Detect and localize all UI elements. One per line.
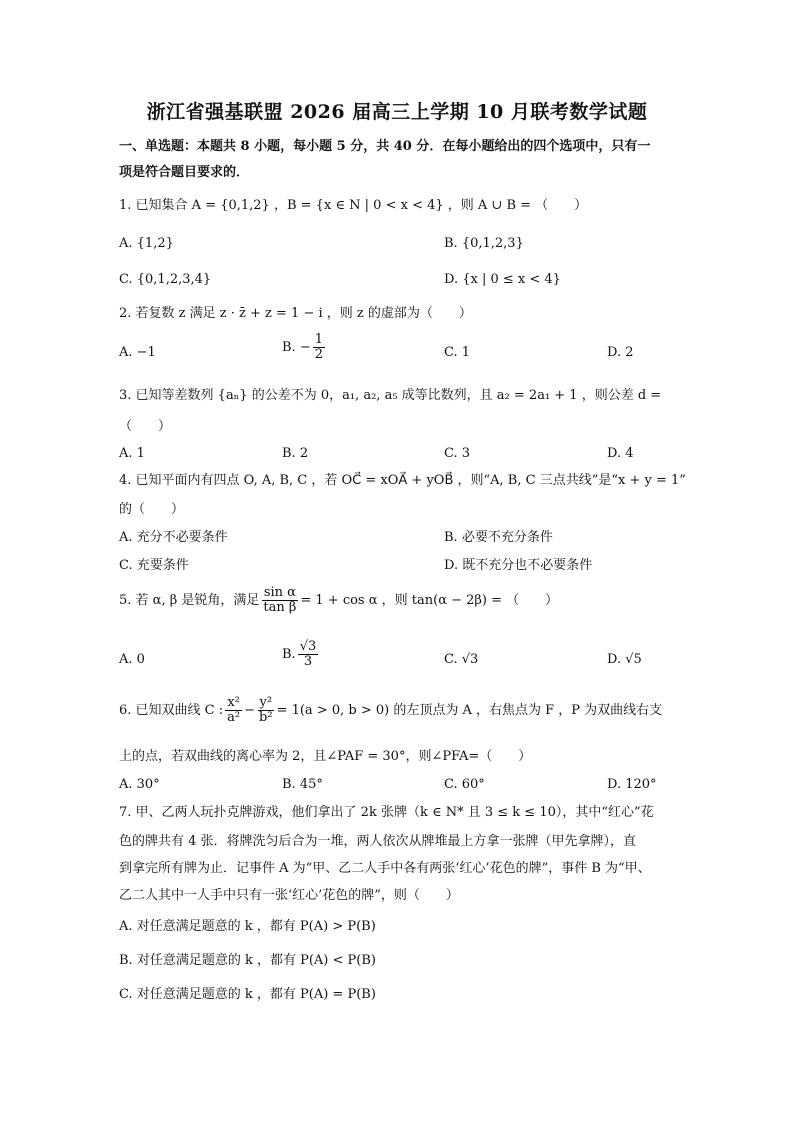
section-instruction-line2: 项是符合题目要求的．	[119, 165, 250, 180]
q6-stem-prefix: 6. 已知双曲线 C :	[119, 703, 224, 718]
q2-stem: 2. 若复数 z 满足 z · z̄ + z = 1 − i ，则 z 的虚部为（ ）	[119, 306, 472, 321]
q6-minus: −	[244, 703, 256, 718]
q6-stem-continued: 上的点，若双曲线的离心率为 2，且∠PAF = 30°，则∠PFA=（ ）	[119, 749, 532, 764]
q3-option-a: A. 1	[119, 446, 145, 461]
q4-option-a: A. 充分不必要条件	[119, 530, 228, 545]
section-instruction-line1: 一、单选题：本题共 8 小题，每小题 5 分，共 40 分．在每小题给出的四个选项中，只有一	[119, 139, 651, 154]
q5-option-b-num: √3	[299, 639, 317, 654]
q1-option-c: C. {0,1,2,3,4}	[119, 272, 212, 287]
q4-option-c: C. 充要条件	[119, 558, 189, 573]
q5-stem	[119, 586, 558, 615]
q4-option-b: B. 必要不充分条件	[444, 530, 553, 545]
q2-option-b-fraction	[313, 333, 325, 362]
q7-stem-line3: 到拿完所有牌为止．记事件 A 为“甲、乙二人手中各有两张‘红心’花色的牌”，事件 B 为“甲、	[119, 861, 651, 876]
q3-option-d: D. 4	[607, 446, 634, 461]
q2-option-b-den: 2	[314, 347, 323, 362]
q6-fraction-x	[225, 696, 242, 725]
q7-option-b: B. 对任意满足题意的 k ，都有 P(A) < P(B)	[119, 953, 376, 968]
paper-title: 浙江省强基联盟 2026 届高三上学期 10 月联考数学试题	[146, 101, 648, 123]
q6-option-c: C. 60°	[444, 777, 485, 792]
q5-frac-num: sin α	[263, 585, 296, 600]
q5-option-b-prefix: B.	[282, 647, 296, 662]
q4-stem: 4. 已知平面内有四点 O, A, B, C ，若 OC⃗ = xOA⃗ + yOB⃗ ，则“A, B, C 三点共线”是“x + y = 1”	[119, 473, 686, 488]
q6-stem-suffix: = 1(a > 0, b > 0) 的左顶点为 A ，右焦点为 F ，P 为双曲线右支	[276, 703, 663, 718]
q7-stem-line2: 色的牌共有 4 张．将牌洗匀后合为一堆，两人依次从牌堆最上方拿一张牌（甲先拿牌），直	[119, 834, 637, 849]
q5-stem-suffix: = 1 + cos α ，则 tan(α − 2β) = （ ）	[300, 593, 559, 608]
q6-frac-y-den: b²	[259, 710, 273, 725]
q6-frac-y-num: y²	[259, 695, 273, 710]
q1-option-d: D. {x | 0 ≤ x < 4}	[444, 272, 561, 287]
q3-option-b: B. 2	[282, 446, 309, 461]
q6-stem	[119, 696, 662, 725]
q2-option-d: D. 2	[607, 345, 634, 360]
q5-fraction	[261, 586, 298, 615]
q1-stem: 1. 已知集合 A = {0,1,2} ，B = {x ∈ N | 0 < x < 4} ，则 A ∪ B = （ ）	[119, 198, 588, 213]
q6-fraction-y	[257, 696, 275, 725]
q2-option-b-num: 1	[314, 332, 323, 347]
q2-option-a: A. −1	[119, 345, 156, 360]
q1-option-b: B. {0,1,2,3}	[444, 236, 524, 251]
q5-option-b-den: 3	[303, 654, 313, 669]
q3-option-c: C. 3	[444, 446, 471, 461]
q1-option-a: A. {1,2}	[119, 236, 174, 251]
q6-frac-x-num: x²	[227, 695, 240, 710]
q3-stem-continued: （ ）	[119, 419, 172, 434]
q2-option-b	[282, 333, 327, 362]
q7-stem-line1: 7. 甲、乙两人玩扑克牌游戏，他们拿出了 2k 张牌（k ∈ N* 且 3 ≤ k ≤ 10），其中“红心”花	[119, 805, 654, 820]
q2-option-b-prefix: B. −	[282, 340, 311, 355]
q6-option-a: A. 30°	[119, 777, 160, 792]
q6-option-d: D. 120°	[607, 777, 657, 792]
q4-stem-continued: 的（ ）	[119, 502, 185, 517]
q2-option-c: C. 1	[444, 345, 471, 360]
q3-stem: 3. 已知等差数列 {aₙ} 的公差不为 0，a₁, a₂, a₅ 成等比数列，且 a₂ = 2a₁ + 1 ，则公差 d =	[119, 388, 662, 403]
q5-option-c: C. √3	[444, 652, 479, 667]
q5-frac-den: tan β	[263, 600, 297, 615]
q7-stem-line4: 乙二人其中一人手中只有一张‘红心’花色的牌”，则（ ）	[119, 888, 459, 903]
q5-option-a: A. 0	[119, 652, 145, 667]
q5-option-b	[282, 640, 320, 669]
q5-option-b-fraction	[298, 640, 319, 669]
q6-frac-x-den: a²	[227, 710, 241, 725]
q5-stem-prefix: 5. 若 α, β 是锐角，满足	[119, 593, 260, 608]
q6-option-b: B. 45°	[282, 777, 323, 792]
q5-option-d: D. √5	[607, 652, 642, 667]
q7-option-a: A. 对任意满足题意的 k ，都有 P(A) > P(B)	[119, 919, 376, 934]
q7-option-c: C. 对任意满足题意的 k ，都有 P(A) = P(B)	[119, 987, 376, 1002]
q4-option-d: D. 既不充分也不必要条件	[444, 558, 593, 573]
